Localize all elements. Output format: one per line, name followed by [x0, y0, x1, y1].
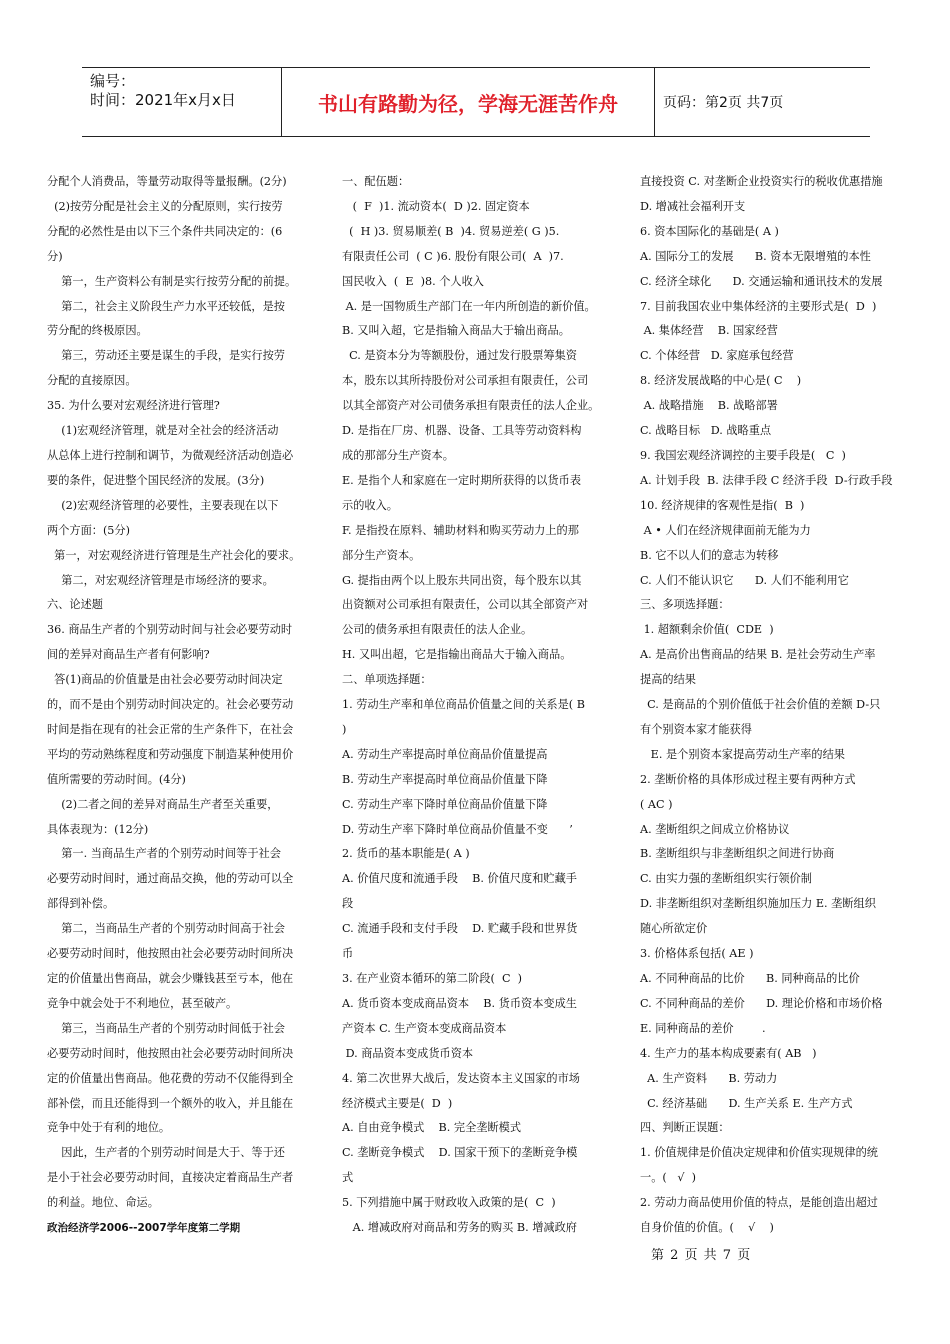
document-time-label: 时间：2021年x月x日 [90, 91, 236, 109]
text-line: 35. 为什么要对宏观经济进行管理? [47, 399, 220, 413]
text-line: 分) [47, 249, 63, 263]
text-line: 10. 经济规律的客观性是指( B ) [640, 498, 805, 512]
text-line: 必要劳动时间时，他按照由社会必要劳动时间所决 [47, 1046, 294, 1060]
text-line: 第三，劳动还主要是谋生的手段，是实行按劳 [47, 349, 285, 363]
text-line: 四、判断正误题： [640, 1121, 730, 1135]
text-line: B. 又叫入超，它是指输入商品大于输出商品。 [342, 324, 570, 338]
text-line: 3. 在产业资本循环的第二阶段( C ) [342, 972, 522, 985]
text-line: A. 是高价出售商品的结果 B. 是社会劳动生产率 [640, 648, 876, 662]
text-line: 直接投资 C. 对垄断企业投资实行的税收优惠措施 [640, 175, 883, 188]
text-line: F. 是指投在原料、辅助材料和购买劳动力上的那 [342, 523, 579, 537]
text-line: 是小于社会必要劳动时间，直接决定着商品生产者 [47, 1171, 294, 1185]
text-line: 币 [342, 947, 354, 961]
text-line: A. 价值尺度和流通手段 B. 价值尺度和贮藏手 [342, 872, 577, 886]
text-line: 第一，生产资料公有制是实行按劳分配的前提。 [47, 274, 297, 288]
text-line: 国民收入 ( E )8. 个人收入 [342, 274, 484, 288]
text-line: 有个别资本家才能获得 [640, 722, 752, 736]
text-line: C. 个体经营 D. 家庭承包经营 [640, 349, 794, 363]
text-line: 分配的必然性是由以下三个条件共同决定的：(6 [47, 224, 283, 238]
text-line: 时间是指在现有的社会正常的生产条件下，在社会 [47, 722, 294, 736]
text-line: A. 自由竞争模式 B. 完全垄断模式 [342, 1121, 522, 1135]
text-line: 产资本 C. 生产资本变成商品资本 [342, 1021, 507, 1035]
text-line: 9. 我国宏观经济调控的主要手段是( C ) [640, 448, 846, 462]
text-line: E. 是指个人和家庭在一定时期所获得的以货币表 [342, 473, 582, 487]
text-line: 段 [342, 897, 354, 911]
text-line: 5. 下列措施中属于财政收入政策的是( C ) [342, 1196, 556, 1210]
text-line: 必要劳动时间时，通过商品交换，他的劳动可以全 [47, 872, 294, 886]
text-line: C. 由实力强的垄断组织实行领价制 [640, 872, 812, 886]
text-line: C. 战略目标 D. 战略重点 [640, 424, 772, 438]
text-line: 答(1)商品的价值量是由社会必要劳动时间决定 [47, 673, 283, 687]
text-line: 出资额对公司承担有限责任，公司以其全部资产对 [342, 598, 589, 612]
text-line: 3. 价格体系包括( AE ) [640, 947, 754, 961]
text-line: E. 是个别资本家提高劳动生产率的结果 [640, 747, 845, 761]
text-line: A • 人们在经济规律面前无能为力 [640, 523, 811, 537]
text-line: 随心所欲定价 [640, 922, 708, 936]
text-line: C. 经济全球化 D. 交通运输和通讯技术的发展 [640, 274, 883, 288]
text-line: (2)二者之间的差异对商品生产者至关重要， [47, 797, 279, 811]
text-line: 公司的债务承担有限责任的法人企业。 [342, 623, 533, 637]
text-line: 第二，当商品生产者的个别劳动时间高于社会 [47, 922, 285, 936]
text-line: C. 经济基础 D. 生产关系 E. 生产方式 [640, 1096, 853, 1110]
text-line: D. 是指在厂房、机器、设备、工具等劳动资料构 [342, 424, 582, 438]
text-line: 7. 目前我国农业中集体经济的主要形式是( D ) [640, 299, 877, 313]
text-line: 1. 超额剩余价值( CDE ) [640, 623, 774, 637]
course-title: 政治经济学2006--2007学年度第二学期 [47, 1222, 241, 1235]
text-line: 一、配伍题： [342, 175, 410, 188]
text-column-left [47, 170, 313, 1241]
text-line: C. 是资本分为等额股份，通过发行股票筹集资 [342, 349, 577, 363]
text-line: (2)宏观经济管理的必要性，主要表现在以下 [47, 498, 279, 512]
text-line: 具体表现为：(12分) [47, 822, 149, 836]
text-line: A. 集体经营 B. 国家经营 [640, 324, 778, 338]
text-line: A. 货币资本变成商品资本 B. 货币资本变成生 [342, 996, 577, 1010]
text-line: 六、论述题 [47, 598, 103, 612]
text-line: E. 同种商品的差价 . [640, 1021, 766, 1035]
text-line: 36. 商品生产者的个别劳动时间与社会必要劳动时 [47, 623, 293, 637]
text-line: A. 不同种商品的比价 B. 同种商品的比价 [640, 972, 860, 985]
text-line: 第三，当商品生产者的个别劳动时间低于社会 [47, 1021, 285, 1035]
page-footer: 第 2 页 共 7 页 [651, 1248, 752, 1263]
text-line: 分配个人消费品，等量劳动取得等量报酬。(2分) [47, 175, 287, 188]
text-line: B. 它不以人们的意志为转移 [640, 548, 779, 562]
text-line: 8. 经济发展战略的中心是( C ) [640, 374, 802, 388]
text-line: A. 生产资料 B. 劳动力 [640, 1071, 778, 1085]
text-line: 式 [342, 1171, 354, 1185]
text-line: 的，而不是由个别劳动时间决定的。社会必要劳动 [47, 698, 294, 712]
text-line: 因此，生产者的个别劳动时间是大于、等于还 [47, 1146, 285, 1160]
text-line: 4. 第二次世界大战后，发达资本主义国家的市场 [342, 1071, 580, 1085]
text-line: 部分生产资本。 [342, 548, 421, 562]
header-meta [82, 68, 282, 136]
text-line: 竞争中处于有利的地位。 [47, 1121, 171, 1135]
text-line: A. 国际分工的发展 B. 资本无限增殖的本性 [640, 249, 871, 263]
text-line: ( H )3. 贸易顺差( B )4. 贸易逆差( G )5. [342, 224, 560, 238]
text-line: A. 垄断组织之间成立价格协议 [640, 822, 790, 836]
text-line: 第一. 当商品生产者的个别劳动时间等于社会 [47, 847, 281, 861]
text-line: 提高的结果 [640, 673, 696, 687]
text-line: 劳分配的终极原因。 [47, 324, 148, 338]
text-line: B. 劳动生产率提高时单位商品价值量下降 [342, 772, 548, 786]
text-line: (2)按劳分配是社会主义的分配原则，实行按劳 [47, 199, 283, 213]
text-line: B. 垄断组织与非垄断组织之间进行协商 [640, 847, 835, 861]
text-line: D. 劳动生产率下降时单位商品价值量不变 ’ [342, 822, 573, 836]
text-line: 值所需要的劳动时间。(4分) [47, 772, 186, 786]
text-line: 1. 价值规律是价值决定规律和价值实现规律的统 [640, 1146, 878, 1160]
text-line: C. 垄断竞争模式 D. 国家干预下的垄断竞争模 [342, 1146, 578, 1160]
text-line: C. 劳动生产率下降时单位商品价值量下降 [342, 797, 548, 811]
text-line: (1)宏观经济管理，就是对全社会的经济活动 [47, 424, 279, 438]
text-line: C. 人们不能认识它 D. 人们不能利用它 [640, 573, 849, 587]
text-line: 间的差异对商品生产者有何影响? [47, 648, 210, 662]
text-line: 分配的直接原因。 [47, 374, 137, 388]
document-number-label: 编号： [90, 72, 136, 90]
text-line: D. 非垄断组织对垄断组织施加压力 E. 垄断组织 [640, 897, 876, 911]
text-line: 定的价值量出售商品。他花费的劳动不仅能得到全 [47, 1071, 294, 1085]
text-line: 两个方面：(5分) [47, 523, 130, 537]
text-line: ) [342, 722, 347, 736]
text-line: 从总体上进行控制和调节，为微观经济活动创造必 [47, 448, 294, 462]
text-line: 1. 劳动生产率和单位商品价值量之间的关系是( B [342, 698, 585, 712]
text-line: 部得到补偿。 [47, 897, 115, 911]
text-line: A. 劳动生产率提高时单位商品价值量提高 [342, 747, 548, 761]
text-line: A. 计划手段 B. 法律手段 C 经济手段 D-行政手段 [640, 473, 893, 487]
text-line: D. 商品资本变成货币资本 [342, 1046, 474, 1060]
text-line: A. 增减政府对商品和劳务的购买 B. 增减政府 [342, 1221, 577, 1235]
text-column-right [640, 170, 906, 1241]
text-column-middle [342, 170, 608, 1241]
text-line: C. 是商品的个别价值低于社会价值的差额 D-只 [640, 698, 881, 712]
text-line: D. 增减社会福利开支 [640, 199, 746, 213]
text-line: G. 提指由两个以上股东共同出资，每个股东以其 [342, 573, 582, 587]
text-line: C. 不同种商品的差价 D. 理论价格和市场价格 [640, 996, 883, 1010]
page-header [82, 67, 870, 137]
text-line: 平均的劳动熟练程度和劳动强度下制造某种使用价 [47, 747, 294, 761]
text-line: 的利益。地位、命运。 [47, 1196, 159, 1210]
text-line: ( AC ) [640, 797, 673, 811]
text-line: 本，股东以其所持股份对公司承担有限责任，公司 [342, 374, 589, 388]
text-line: 4. 生产力的基本构成要素有( AB ) [640, 1046, 817, 1060]
text-line: C. 流通手段和支付手段 D. 贮藏手段和世界货 [342, 922, 578, 936]
text-line: 定的价值量出售商品，就会少赚钱甚至亏本，他在 [47, 972, 294, 985]
text-line: 2. 货币的基本职能是( A ) [342, 847, 470, 861]
text-line: 经济模式主要是( D ) [342, 1096, 453, 1110]
text-line: H. 又叫出超，它是指输出商品大于输入商品。 [342, 648, 572, 662]
header-motto: 书山有路勤为径，学海无涯苦作舟 [282, 68, 655, 136]
text-line: 2. 劳动力商品使用价值的特点，是能创造出超过 [640, 1196, 878, 1210]
text-line: 三、多项选择题： [640, 598, 730, 612]
text-line: 自身价值的价值。( √ ) [640, 1221, 774, 1235]
text-line: 二、单项选择题： [342, 673, 432, 687]
text-line: 第二，对宏观经济管理是市场经济的要求。 [47, 573, 274, 587]
text-line: 有限责任公司 ( C )6. 股份有限公司( A )7. [342, 249, 564, 263]
text-line: 示的收入。 [342, 498, 398, 512]
text-line: 以其全部资产对公司债务承担有限责任的法人企业。 [342, 399, 600, 413]
text-line: 6. 资本国际化的基础是( A ) [640, 224, 779, 238]
text-line: ( F )1. 流动资本( D )2. 固定资本 [342, 199, 530, 213]
text-line: 成的那部分生产资本。 [342, 448, 454, 462]
header-page-label: 页码：第2页 共7页 [663, 95, 784, 111]
text-line: 必要劳动时间时，他按照由社会必要劳动时间所决 [47, 947, 294, 961]
text-line: 2. 垄断价格的具体形成过程主要有两种方式 [640, 772, 856, 786]
text-line: 第一，对宏观经济进行管理是生产社会化的要求。 [47, 548, 301, 562]
text-line: 一。( √ ) [640, 1171, 697, 1185]
text-line: 第二，社会主义阶段生产力水平还较低，是按 [47, 299, 285, 313]
text-line: A. 是一国物质生产部门在一年内所创造的新价值。 [342, 299, 596, 313]
text-line: 部补偿，而且还能得到一个额外的收入，并且能在 [47, 1096, 294, 1110]
text-line: 要的条件，促进整个国民经济的发展。(3分) [47, 473, 265, 487]
text-line: 竞争中就会处于不利地位，甚至破产。 [47, 996, 238, 1010]
text-line: A. 战略措施 B. 战略部署 [640, 399, 778, 413]
